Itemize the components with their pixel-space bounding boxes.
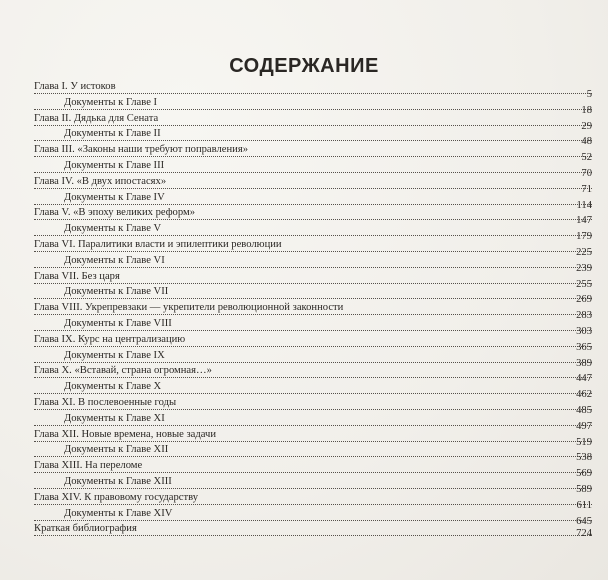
toc-entry-label: Документы к Главе IX (64, 349, 165, 361)
toc-entry-label: Глава IX. Курс на централизацию (34, 333, 186, 345)
toc-entry-label: Глава XIV. К правовому государству (34, 491, 199, 503)
toc-entry-label: Документы к Главе XI (64, 412, 165, 424)
toc-entry-page-number: 48 (581, 136, 592, 148)
toc-entry-label: Глава VI. Паралитики власти и эпилептики революции (34, 238, 282, 250)
toc-entry-page-number: 485 (576, 404, 592, 416)
toc-entry-label: Документы к Главе VIII (64, 317, 172, 329)
toc-entry-page-number: 303 (576, 325, 592, 337)
toc-entry-page-number: 462 (576, 389, 592, 401)
toc-entry-label: Документы к Главе X (64, 381, 162, 393)
toc-entry-label: Документы к Главе V (64, 223, 162, 235)
toc-entry-label: Глава I. У истоков (34, 81, 116, 92)
toc-entry-label: Глава VIII. Укрепревзаки — укрепители революционной законности (34, 302, 344, 314)
toc-entry-label: Документы к Главе XII (64, 444, 169, 456)
toc-entry-page-number: 365 (576, 341, 592, 353)
toc-entry-page-number: 519 (576, 436, 592, 448)
toc-entry-label: Глава XII. Новые времена, новые задачи (34, 428, 217, 440)
toc-entry-label: Документы к Главе III (64, 159, 165, 171)
toc-entry-label: Глава X. «Вставай, страна огромная…» (34, 365, 212, 377)
toc-entry-label: Документы к Главе VI (64, 254, 165, 266)
toc-entry-page-number: 114 (576, 199, 592, 211)
toc-entry-page-number: 569 (576, 468, 592, 480)
toc-entry-label: Глава IV. «В двух ипостасях» (34, 175, 167, 187)
toc-entry-page-number: 179 (576, 231, 592, 243)
toc-entry-page-number: 389 (576, 357, 592, 369)
toc-entry-label: Документы к Главе I (64, 96, 158, 108)
toc-entry-page-number: 70 (581, 167, 592, 179)
toc-entry-page-number: 239 (576, 262, 592, 274)
toc-entry-page-number: 225 (576, 246, 592, 258)
toc-entry-page-number: 447 (576, 373, 592, 385)
toc-entry-label: Глава XI. В послевоенные годы (34, 396, 177, 408)
toc-entry-page-number: 71 (581, 183, 592, 195)
toc-entry-page-number: 52 (581, 152, 592, 164)
toc-entry-page-number: 283 (576, 310, 592, 322)
toc-entry-label: Краткая библиография (34, 523, 137, 535)
toc-entry-label: Глава XIII. На переломе (34, 460, 143, 472)
toc-entry-label: Документы к Главе IV (64, 191, 165, 203)
toc-entry-label: Глава V. «В эпоху великих реформ» (34, 207, 195, 219)
toc-entry-page-number: 269 (576, 294, 592, 306)
toc-entry-page-number: 29 (581, 120, 592, 132)
toc-entry-chapter (34, 523, 592, 542)
toc-entry-label: Глава VII. Без царя (34, 270, 120, 282)
toc-entry-label: Документы к Главе II (64, 128, 161, 140)
toc-entry-page-number: 5 (586, 89, 592, 100)
toc-entry-page-number: 645 (576, 515, 592, 527)
toc-entry-page-number: 147 (576, 215, 592, 227)
toc-entry-label: Глава III. «Законы наши требуют поправления» (34, 144, 248, 156)
toc-entry-label: Глава II. Дядька для Сената (34, 112, 159, 124)
toc-entry-page-number: 611 (576, 499, 592, 511)
toc-entry-page-number: 18 (581, 104, 592, 116)
toc-entry-label: Документы к Главе XIV (64, 507, 173, 519)
toc-entry-label: Документы к Главе XIII (64, 475, 172, 487)
toc-entry-page-number: 724 (576, 528, 592, 540)
toc-entry-page-number: 255 (576, 278, 592, 290)
toc-entry-page-number: 538 (576, 452, 592, 464)
page-title: СОДЕРЖАНИЕ (229, 55, 379, 77)
toc-entry-label: Документы к Главе VII (64, 286, 169, 298)
toc-entry-page-number: 589 (576, 483, 592, 495)
toc-entry-page-number: 497 (576, 420, 592, 432)
table-of-contents (34, 81, 592, 542)
